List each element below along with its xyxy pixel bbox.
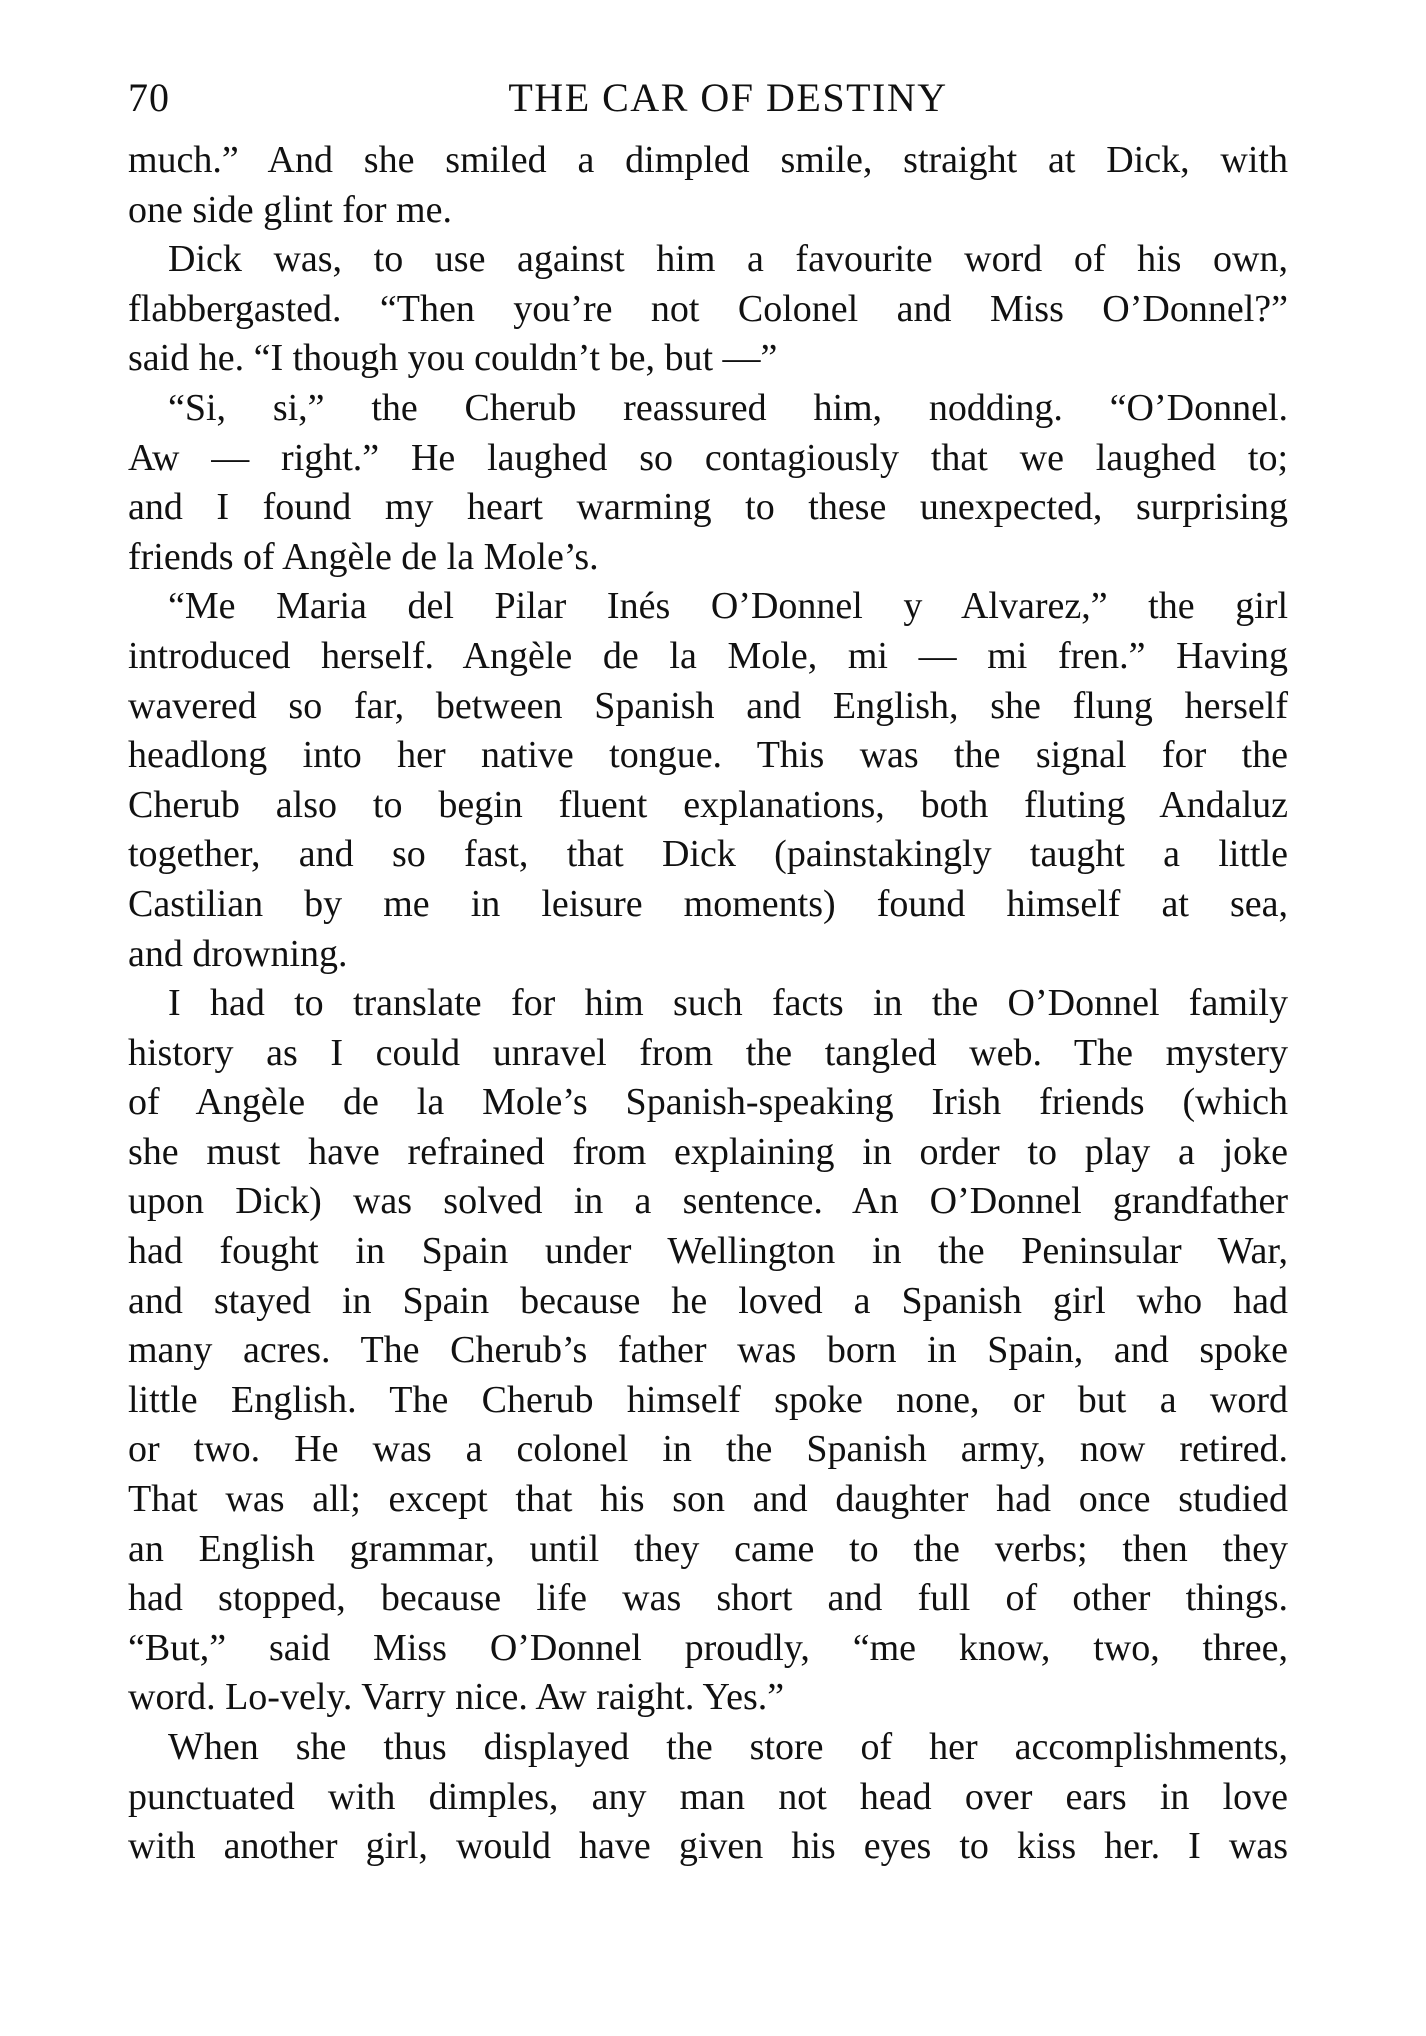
text-line: headlong into her native tongue. This was the signal for the [128, 734, 1288, 777]
text-line: history as I could unravel from the tangled web. The mystery [128, 1031, 1288, 1074]
text-line: or two. He was a colonel in the Spanish army, now retired. [128, 1428, 1288, 1471]
text-line: That was all; except that his son and daughter had once studied [128, 1478, 1288, 1521]
text-line: Cherub also to begin fluent explanations, both fluting Andaluz [128, 783, 1288, 826]
text-line: “But,” said Miss O’Donnel proudly, “me know, two, three, [128, 1626, 1288, 1669]
text-line: punctuated with dimples, any man not head over ears in love [128, 1775, 1288, 1818]
text-line: one side glint for me. [128, 188, 452, 231]
text-line: I had to translate for him such facts in the O’Donnel family [168, 982, 1288, 1025]
text-line: upon Dick) was solved in a sentence. An O’Donnel grandfather [128, 1180, 1288, 1223]
paragraph [128, 384, 1288, 582]
text-line: many acres. The Cherub’s father was born in Spain, and spoke [128, 1329, 1288, 1372]
text-line: she must have refrained from explaining in order to play a joke [128, 1130, 1288, 1173]
text-line: wavered so far, between Spanish and English, she flung herself [128, 684, 1288, 727]
text-line: friends of Angèle de la Mole’s. [128, 535, 599, 578]
text-line: “Si, si,” the Cherub reassured him, nodding. “O’Donnel. [168, 386, 1288, 429]
body-text [128, 136, 1288, 1872]
running-title: THE CAR OF DESTINY [508, 75, 948, 120]
paragraph [128, 979, 1288, 1723]
text-line: much.” And she smiled a dimpled smile, straight at Dick, with [128, 139, 1288, 181]
text-line: little English. The Cherub himself spoke none, or but a word [128, 1378, 1288, 1421]
text-line: said he. “I though you couldn’t be, but —” [128, 337, 778, 380]
text-line: and drowning. [128, 932, 348, 975]
text-line: Aw — right.” He laughed so contagiously that we laughed to; [128, 436, 1288, 479]
text-line: had fought in Spain under Wellington in the Peninsular War, [128, 1230, 1288, 1273]
paragraph [128, 582, 1288, 979]
page-number: 70 [128, 75, 170, 120]
paragraph [128, 1723, 1288, 1872]
text-line: with another girl, would have given his eyes to kiss her. I was [128, 1825, 1288, 1868]
text-line: Castilian by me in leisure moments) found himself at sea, [128, 882, 1288, 925]
running-head [128, 68, 1288, 128]
text-line: When she thus displayed the store of her accomplishments, [168, 1726, 1288, 1768]
text-line: an English grammar, until they came to the verbs; then they [128, 1527, 1288, 1570]
text-line: and I found my heart warming to these unexpected, surprising [128, 486, 1288, 529]
text-line: Dick was, to use against him a favourite word of his own, [168, 238, 1288, 281]
text-line: together, and so fast, that Dick (painstakingly taught a little [128, 833, 1288, 876]
paragraph [128, 136, 1288, 235]
text-line: introduced herself. Angèle de la Mole, mi — mi fren.” Having [128, 634, 1288, 677]
text-line: “Me Maria del Pilar Inés O’Donnel y Alvarez,” the girl [168, 585, 1288, 628]
text-line: and stayed in Spain because he loved a Spanish girl who had [128, 1279, 1288, 1322]
text-line: had stopped, because life was short and full of other things. [128, 1577, 1288, 1620]
text-line: word. Lo-vely. Varry nice. Aw raight. Yes.” [128, 1676, 785, 1719]
text-line: of Angèle de la Mole’s Spanish-speaking Irish friends (which [128, 1081, 1288, 1124]
paragraph [128, 235, 1288, 384]
text-line: flabbergasted. “Then you’re not Colonel and Miss O’Donnel?” [128, 287, 1288, 330]
